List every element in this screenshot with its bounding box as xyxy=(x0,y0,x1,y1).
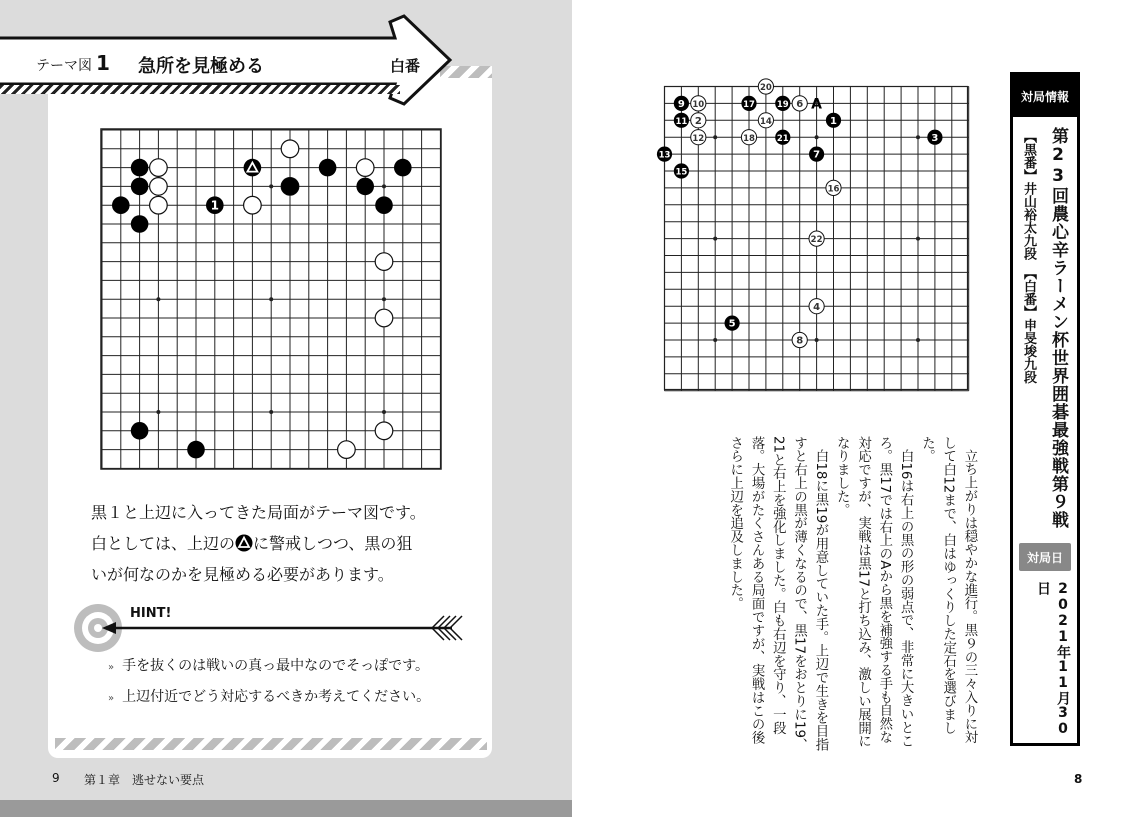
star-point xyxy=(269,410,273,414)
star-point xyxy=(815,135,819,139)
white-stone xyxy=(150,196,168,214)
move-number: 16 xyxy=(827,184,840,195)
star-point xyxy=(713,237,717,241)
black-player: 【黒番】井山裕太九段 xyxy=(1021,130,1036,260)
black-stone xyxy=(394,159,412,177)
theme-description xyxy=(91,497,471,590)
move-number: 14 xyxy=(759,116,772,127)
move-number: 9 xyxy=(677,99,685,110)
theme-title: 急所を見極める xyxy=(138,56,264,77)
triangle-stone-icon xyxy=(235,534,253,552)
black-stone xyxy=(319,159,337,177)
star-point xyxy=(269,184,273,188)
left-page-bottom-band xyxy=(0,800,572,817)
black-stone xyxy=(375,196,393,214)
white-stone xyxy=(375,422,393,440)
move-number: 1 xyxy=(210,198,219,213)
chevron-right-icon: » xyxy=(108,693,115,704)
move-number: 12 xyxy=(692,133,705,144)
black-stone xyxy=(131,178,149,196)
move-number: 6 xyxy=(796,99,804,110)
players xyxy=(1019,130,1037,384)
commentary-paragraph: 白16は右上の黒の形の弱点で、非常に大きいところ。黒17では右上のAから黒を補強する手も自然な対応ですが、実戦は黒17と打ち込み、激しい展開になりました。 xyxy=(834,436,914,748)
move-number: 11 xyxy=(675,116,688,127)
tournament-title: 第23回農心辛ラーメン杯世界囲碁最強戦第９戦 xyxy=(1048,127,1068,529)
star-point xyxy=(916,237,920,241)
hint-item-text: 上辺付近でどう対応するべきか考えてください。 xyxy=(122,689,431,705)
chevron-right-icon: » xyxy=(108,662,115,673)
move-number: 21 xyxy=(776,133,789,144)
marker-a: A xyxy=(811,96,823,113)
move-number: 5 xyxy=(728,318,736,330)
title-underline-stripe xyxy=(0,85,400,94)
page-number-right: 8 xyxy=(1074,772,1083,786)
black-stone xyxy=(131,215,149,233)
star-point xyxy=(713,338,717,342)
star-point xyxy=(269,297,273,301)
hint-item xyxy=(108,655,429,675)
star-point xyxy=(713,135,717,139)
black-stone xyxy=(187,441,205,459)
move-number: 8 xyxy=(796,335,804,347)
move-number: 15 xyxy=(675,167,688,178)
white-player: 【白番】申旻埈九段 xyxy=(1021,273,1036,384)
hint-item-text: 手を抜くのは戦いの真っ最中なのでそっぽです。 xyxy=(122,658,430,674)
move-number: 2 xyxy=(694,115,702,127)
star-point xyxy=(815,338,819,342)
move-number: 3 xyxy=(931,132,939,144)
desc-line-3: いが何なのかを見極める必要があります。 xyxy=(91,565,394,584)
white-stone xyxy=(150,178,168,196)
move-number: 17 xyxy=(743,100,755,110)
chapter-footer: 第１章 逃せない要点 xyxy=(84,773,205,787)
card-bottom-stripe xyxy=(55,738,487,750)
date-header: 対局日 xyxy=(1019,543,1071,571)
move-number: 7 xyxy=(813,149,821,161)
star-point xyxy=(916,338,920,342)
move-number: 13 xyxy=(658,150,671,161)
desc-line-2a: 白としては、上辺の xyxy=(91,534,236,553)
black-stone xyxy=(131,422,149,440)
black-stone xyxy=(356,178,374,196)
game-record-board xyxy=(658,83,968,390)
game-info-panel xyxy=(1010,72,1080,746)
move-number: 20 xyxy=(759,83,772,94)
move-number: 4 xyxy=(813,301,821,313)
star-point xyxy=(916,135,920,139)
white-stone xyxy=(281,140,299,158)
hint-label: HINT! xyxy=(130,606,172,621)
game-commentary xyxy=(700,436,980,756)
star-point xyxy=(156,297,160,301)
white-stone xyxy=(244,196,262,214)
commentary-paragraph: 立ち上がりは穏やかな進行。黒９の三々入りに対して白12まで、白はゆっくりした定石を選びました。 xyxy=(919,436,977,745)
black-stone xyxy=(112,196,130,214)
theme-number: 1 xyxy=(96,51,110,75)
move-number: 18 xyxy=(743,133,755,144)
hint-item xyxy=(108,686,430,706)
white-stone xyxy=(375,309,393,327)
white-stone xyxy=(375,253,393,271)
move-number: 22 xyxy=(810,235,823,246)
move-number: 1 xyxy=(830,115,837,127)
star-point xyxy=(382,297,386,301)
move-number: 19 xyxy=(776,100,789,110)
theme-go-board xyxy=(100,128,442,470)
to-play-label: 白番 xyxy=(390,57,421,75)
black-stone xyxy=(131,159,149,177)
black-stone xyxy=(281,178,299,196)
white-stone xyxy=(150,159,168,177)
commentary-paragraph: 白18に黒19が用意していた手。上辺で生きを目指すと右上の黒が薄くなるので、黒17をおとりに19、21と右上を強化しました。白も右辺を守り、一段落。大場がたくさんある局面ですが、実戦はこの後さらに上辺を追及しました。 xyxy=(727,436,828,752)
theme-label: テーマ図 xyxy=(36,58,92,74)
white-stone xyxy=(356,159,374,177)
desc-line-2b: に警戒しつつ、黒の狙 xyxy=(253,534,413,553)
star-point xyxy=(156,410,160,414)
star-point xyxy=(382,184,386,188)
game-date: 2021年11月30日 xyxy=(1035,581,1071,737)
game-info-header: 対局情報 xyxy=(1013,75,1077,117)
star-point xyxy=(382,410,386,414)
desc-line-2 xyxy=(91,528,471,559)
move-number: 10 xyxy=(692,100,705,110)
white-stone xyxy=(338,441,356,459)
desc-line-1: 黒１と上辺に入ってきた局面がテーマ図です。 xyxy=(91,503,426,522)
page-number-left: 9 xyxy=(52,771,60,785)
